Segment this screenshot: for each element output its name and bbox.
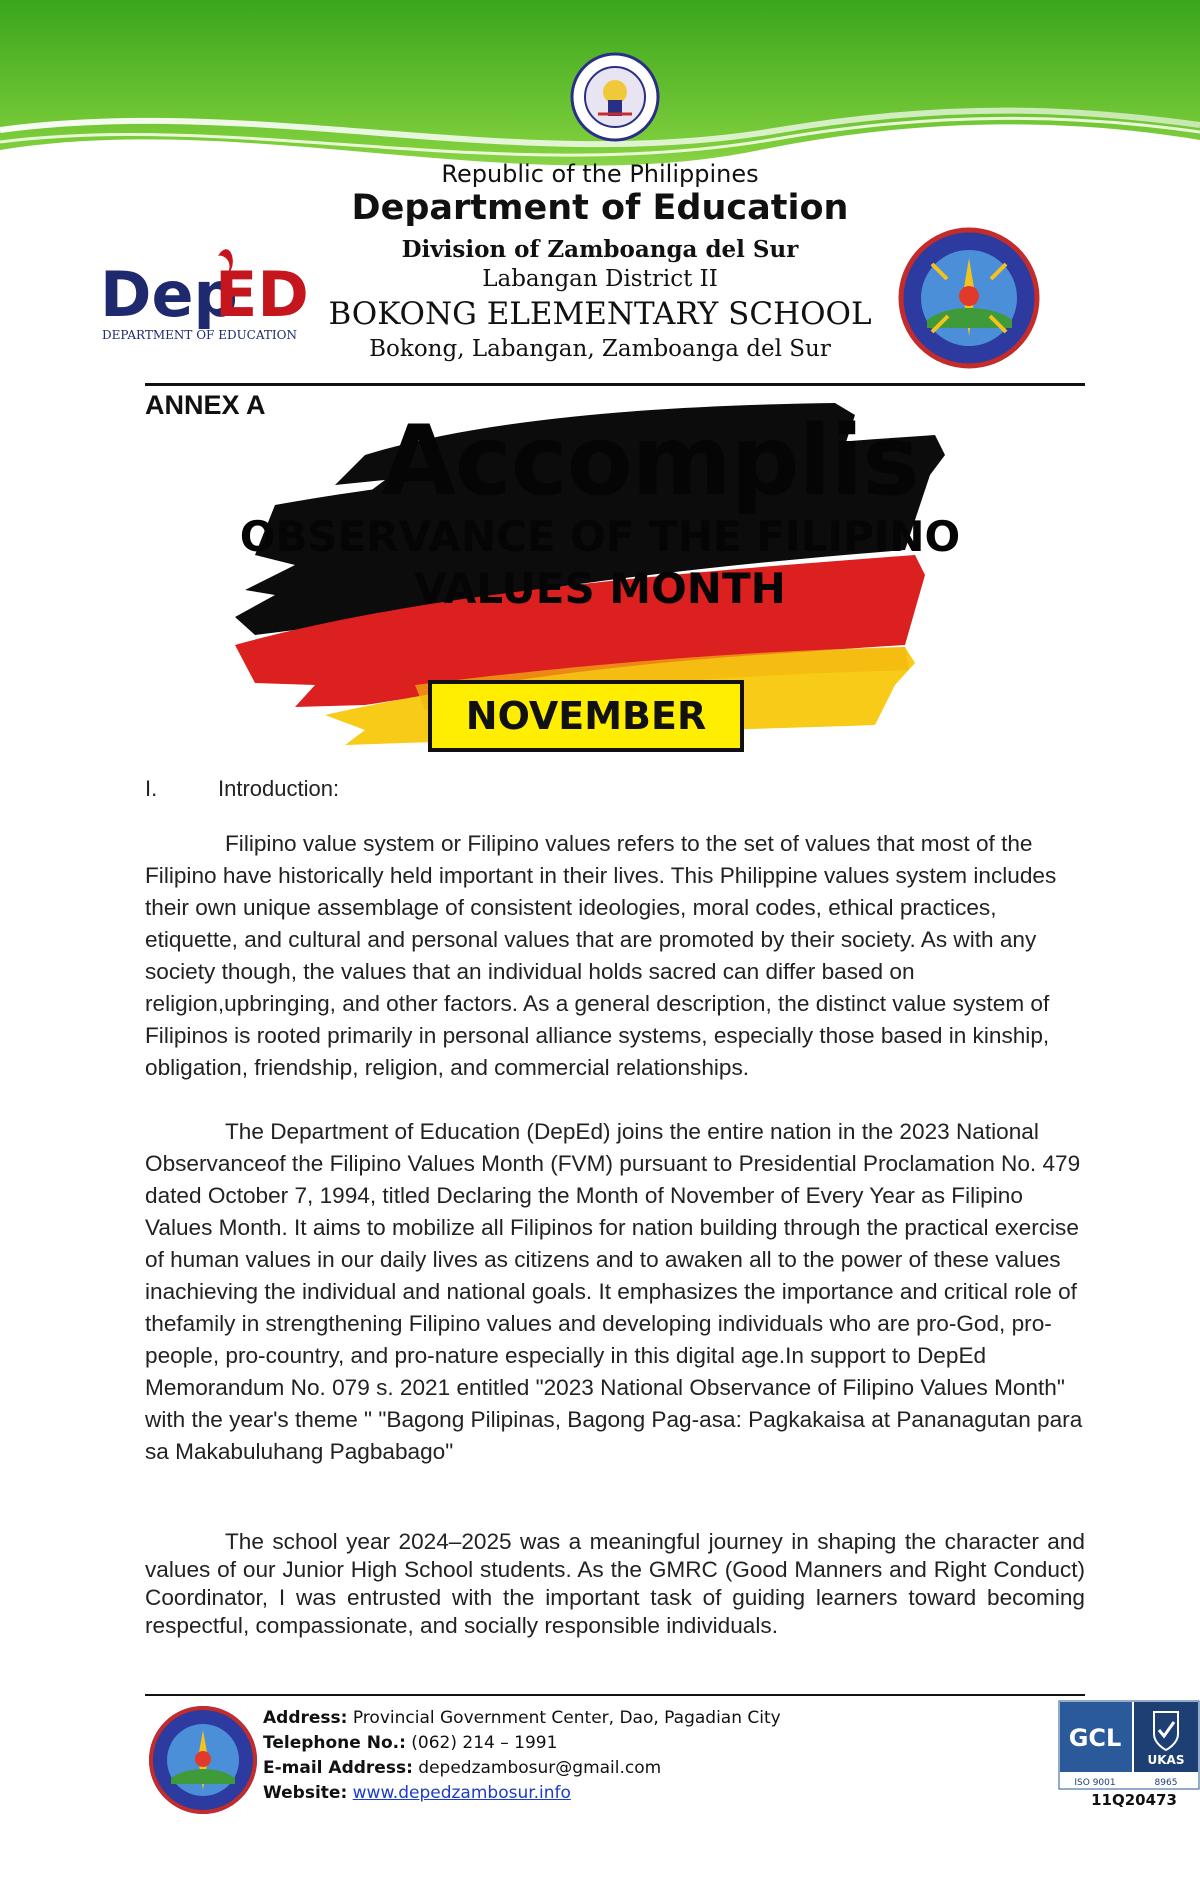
school-address: Bokong, Labangan, Zamboanga del Sur (369, 336, 831, 362)
document-title-line-1: OBSERVANCE OF THE FILIPINO (239, 512, 961, 561)
paragraph-text: The Department of Education (DepEd) joins the entire nation in the 2023 National Observanceof the Filipino Values Month (FVM) pursuant to Presidential Proclamation No. 479 dated October 7, 1994, titled Declaring the Month of November of Every Year as Filipino Values Month. It aims to mobilize all Filipinos for nation building through the practical exercise of human values in our daily lives as citizens and to awaken all to the power of these values inachieving the individual and national goals. It emphasizes the importance and critical role of thefamily in strengthening Filipino values and developing individuals who are pro-God, pro-people, pro-country, and pro-nature especially in this digital age.In support to DepEd Memorandum No. 079 s. 2021 entitled "2023 National Observance of Filipino Values Month" with the year's theme " "Bagong Pilipinas, Bagong Pag-asa: Pagkakaisa at Pananagutan para sa Makabuluhang Pagbabago" (145, 1119, 1083, 1464)
department-heading: Department of Education (351, 188, 849, 228)
deped-logo (90, 236, 330, 356)
annex-label: ANNEX A (145, 390, 266, 420)
footer-divider (145, 1694, 1085, 1696)
footer-website (263, 1783, 571, 1803)
division-heading: Division of Zamboanga del Sur (401, 236, 799, 263)
footer-website-label: Website: (263, 1783, 348, 1803)
footer-address-label: Address: (263, 1708, 348, 1728)
footer-address (263, 1708, 781, 1728)
svg-text:ED: ED (215, 258, 309, 331)
iso-certification-badge (1058, 1700, 1200, 1790)
footer-email-value: depedzambosur@gmail.com (418, 1758, 662, 1778)
section-number: I. (145, 776, 158, 801)
ukas-text: UKAS (1147, 1753, 1185, 1767)
section-heading: Introduction: (218, 776, 340, 801)
ukas-number-text: 8965 (1154, 1778, 1178, 1788)
paragraph (145, 828, 1085, 1084)
division-seal-icon (147, 1704, 259, 1816)
deped-seal-icon (570, 52, 660, 142)
svg-text:DEPARTMENT OF EDUCATION: DEPARTMENT OF EDUCATION (102, 328, 297, 342)
footer-email-label: E-mail Address: (263, 1758, 413, 1778)
republic-heading: Republic of the Philippines (441, 160, 759, 188)
footer-address-value: Provincial Government Center, Dao, Pagadian City (352, 1708, 781, 1728)
district-heading: Labangan District II (482, 266, 718, 292)
document-title-line-2: VALUES MONTH (414, 564, 786, 613)
footer-telephone (263, 1733, 557, 1753)
footer-email (263, 1758, 661, 1778)
school-name: BOKONG ELEMENTARY SCHOOL (328, 296, 872, 332)
website-link[interactable]: www.depedzambosur.info (352, 1783, 571, 1803)
svg-text:Dep: Dep (100, 258, 238, 331)
paragraph (145, 1528, 1085, 1640)
footer-telephone-value: (062) 214 – 1991 (411, 1733, 558, 1753)
paragraph-text: Filipino value system or Filipino values refers to the set of values that most of the Filipino have historically held important in their lives. This Philippine values system includes their own unique assemblage of consistent ideologies, moral codes, ethical practices, etiquette, and cultural and personal values that are promoted by their society. As with any society though, the values that an individual holds sacred can differ based on religion,upbringing, and other factors. As a general description, the distinct value system of Filipinos is rooted primarily in personal alliance systems, especially those based in kinship, obligation, friendship, religion, and commercial relationships. (145, 831, 1057, 1080)
iso-text: ISO 9001 (1074, 1778, 1116, 1788)
certificate-code: 11Q20473 (1091, 1791, 1177, 1809)
gcl-text: GCL (1068, 1724, 1122, 1752)
paragraph-text: The school year 2024–2025 was a meaningful journey in shaping the character and values of our Junior High School students. As the GMRC (Good Manners and Right Conduct) Coordinator, I was entrusted with the important task of guiding learners toward becoming respectful, compassionate, and socially responsible individuals. (145, 1529, 1085, 1638)
paragraph (145, 1116, 1085, 1468)
division-seal-icon (872, 224, 1066, 372)
banner-word: Accomplis (381, 405, 919, 517)
month-label-box: NOVEMBER (428, 680, 744, 752)
footer-telephone-label: Telephone No.: (263, 1733, 406, 1753)
